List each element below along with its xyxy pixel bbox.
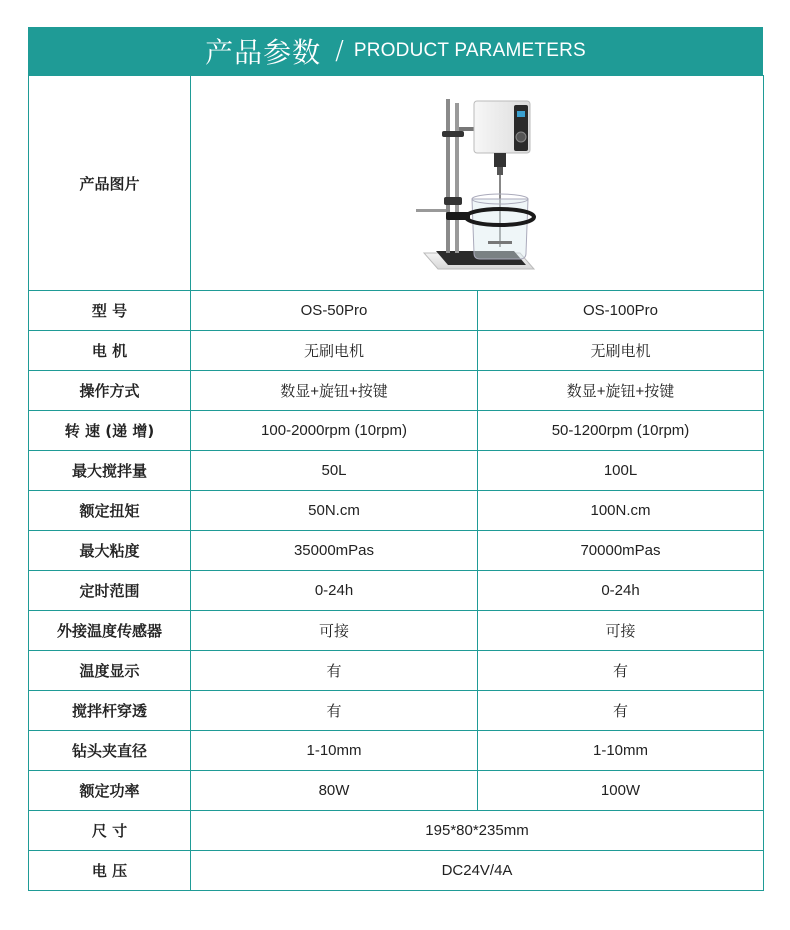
value-os-50pro: 1-10mm [191, 731, 478, 771]
row-label: 电 机 [29, 331, 191, 371]
header-banner [28, 27, 763, 75]
row-label: 型 号 [29, 291, 191, 331]
value-os-50pro: 50L [191, 451, 478, 491]
table-row [29, 531, 764, 571]
value-os-50pro: 无刷电机 [191, 331, 478, 371]
table-row [29, 611, 764, 651]
value-os-50pro: OS-50Pro [191, 291, 478, 331]
value-os-50pro: 可接 [191, 611, 478, 651]
table-row [29, 451, 764, 491]
value-os-100pro: 1-10mm [478, 731, 764, 771]
row-label: 温度显示 [29, 651, 191, 691]
row-label: 操作方式 [29, 371, 191, 411]
value-os-100pro: 无刷电机 [478, 331, 764, 371]
table-row [29, 411, 764, 451]
value-os-50pro: 50N.cm [191, 491, 478, 531]
value-os-50pro: 35000mPas [191, 531, 478, 571]
product-photo-cell [191, 76, 764, 291]
table-row [29, 691, 764, 731]
value-os-100pro: 100W [478, 771, 764, 811]
table-row [29, 491, 764, 531]
value-os-50pro: 0-24h [191, 571, 478, 611]
image-row [29, 76, 764, 291]
row-label: 搅拌杆穿透 [29, 691, 191, 731]
row-label: 钻头夹直径 [29, 731, 191, 771]
table-row [29, 811, 764, 851]
row-label: 电 压 [29, 851, 191, 891]
value-os-100pro: 50-1200rpm (10rpm) [478, 411, 764, 451]
image-row-label: 产品图片 [29, 76, 191, 291]
row-label: 定时范围 [29, 571, 191, 611]
row-label: 额定功率 [29, 771, 191, 811]
shared-value: 195*80*235mm [191, 811, 764, 851]
value-os-100pro: OS-100Pro [478, 291, 764, 331]
title-en: PRODUCT PARAMETERS [353, 40, 586, 61]
table-row [29, 571, 764, 611]
value-os-50pro: 数显+旋钮+按键 [191, 371, 478, 411]
row-label: 外接温度传感器 [29, 611, 191, 651]
value-os-100pro: 70000mPas [478, 531, 764, 571]
row-label: 额定扭矩 [29, 491, 191, 531]
table-row [29, 731, 764, 771]
value-os-100pro: 有 [478, 651, 764, 691]
value-os-50pro: 80W [191, 771, 478, 811]
row-label: 最大搅拌量 [29, 451, 191, 491]
value-os-100pro: 100N.cm [478, 491, 764, 531]
value-os-100pro: 可接 [478, 611, 764, 651]
title-cn: 产品参数 [205, 36, 322, 69]
shared-value: DC24V/4A [191, 851, 764, 891]
table-row [29, 651, 764, 691]
parameters-table [28, 75, 764, 891]
row-label: 尺 寸 [29, 811, 191, 851]
value-os-50pro: 100-2000rpm (10rpm) [191, 411, 478, 451]
table-row [29, 291, 764, 331]
table-row [29, 371, 764, 411]
value-os-100pro: 100L [478, 451, 764, 491]
value-os-100pro: 数显+旋钮+按键 [478, 371, 764, 411]
overhead-stirrer-photo [402, 93, 552, 273]
row-label: 最大粘度 [29, 531, 191, 571]
table-row [29, 331, 764, 371]
parameters-sheet [28, 27, 763, 891]
row-label: 转 速 (递 增) [29, 411, 191, 451]
value-os-100pro: 0-24h [478, 571, 764, 611]
value-os-100pro: 有 [478, 691, 764, 731]
table-row [29, 851, 764, 891]
value-os-50pro: 有 [191, 651, 478, 691]
value-os-50pro: 有 [191, 691, 478, 731]
title-separator: / [335, 36, 344, 66]
table-row [29, 771, 764, 811]
